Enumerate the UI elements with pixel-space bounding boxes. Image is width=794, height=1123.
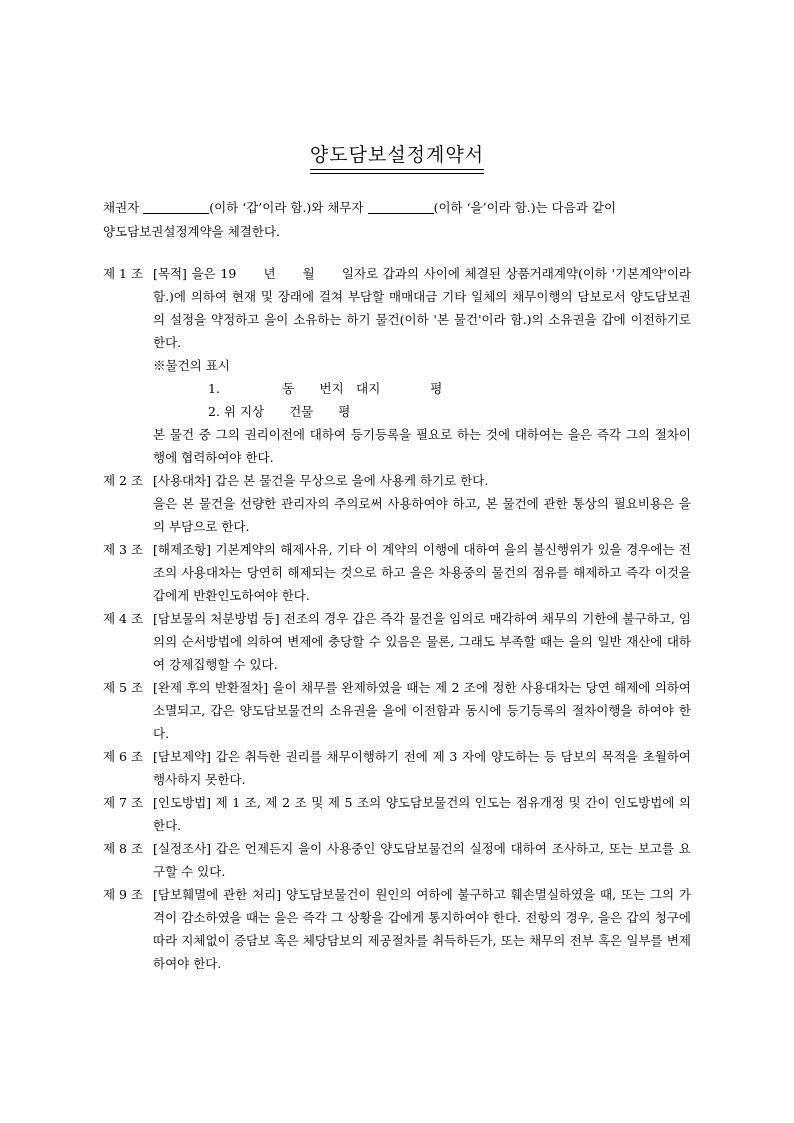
article-text: [해제조항] 기본계약의 해제사유, 기타 이 계약의 이행에 대하여 을의 불신행위가 있을 경우에는 전조의 사용대차는 당연히 해제되는 것으로 하고 을은 차용중의 물건의 점유를 해제하고 즉각 이것을 갑에게 반환인도하여야 한다. [153,542,691,603]
article-text-continued: 본 물건 중 그의 권리이전에 대하여 등기등록을 필요로 하는 것에 대하여는 을은 즉각 그의 절차이행에 협력하여야 한다. [153,427,691,465]
title-double-underline [310,173,484,174]
property-item-1: 1. 동 번지 대지 평 [208,381,443,396]
article-number: 제 1 조 [103,266,144,281]
article-text: [실정조사] 갑은 언제든지 을이 사용중인 양도담보물건의 실정에 대하여 조사하고, 또는 보고를 요구할 수 있다. [153,841,691,879]
article-number: 제 6 조 [103,749,144,764]
creditor-label: 채권자 [103,200,140,215]
property-item-2: 2. 위 지상 건물 평 [208,404,351,419]
document-title: 양도담보설정계약서 [310,140,484,170]
article-body [153,262,691,469]
article-number: 제 3 조 [103,542,144,557]
article-3 [103,538,691,607]
article-text: [담보물의 처분방법 등] 전조의 경우 갑은 즉각 물건을 임의로 매각하여 채무의 기한에 불구하고, 임의의 순서방법에 의하여 변제에 충당할 수 있음은 물론, 그래도 부족할 때는 을의 일반 재산에 대하여 강제집행할 수 있다. [153,611,691,672]
article-text-continued: 을은 본 물건을 선량한 관리자의 주의로써 사용하여야 하고, 본 물건에 관한 통상의 필요비용은 을의 부담으로 한다. [153,496,691,534]
article-8 [103,837,691,883]
title-block [0,140,794,174]
creditor-blank [143,200,209,214]
property-note-title: ※물건의 표시 [153,358,230,373]
article-text: [인도방법] 제 1 조, 제 2 조 및 제 5 조의 양도담보물건의 인도는 점유개정 및 간이 인도방법에 의한다. [153,795,691,833]
article-9 [103,883,691,975]
article-6 [103,745,691,791]
article-number: 제 2 조 [103,473,144,488]
article-text: [완제 후의 반환절차] 을이 채무를 완제하였을 때는 제 2 조에 정한 사용대차는 당연 해제에 의하여 소멸되고, 갑은 양도담보물건의 소유권을 을에 이전함과 동시에 등기등록의 절차이행을 하여야 한다. [153,680,691,741]
article-4 [103,607,691,676]
intro-line-2: 양도담보권설정계약을 체결한다. [103,224,280,239]
article-1 [103,262,691,469]
article-number: 제 9 조 [103,887,144,902]
intro-paragraph [103,196,691,244]
article-2 [103,469,691,538]
debtor-blank [368,200,434,214]
article-number: 제 8 조 [103,841,144,856]
article-text: [담보훼멸에 관한 처리] 양도담보물건이 원인의 여하에 불구하고 훼손멸실하였을 때, 또는 그의 가격이 감소하였을 때는 을은 즉각 그 상황을 갑에게 통지하여야 한다. 전항의 경우, 을은 갑의 청구에 따라 지체없이 증담보 혹은 체당담보의 제공절차를 취득하든가, 또는 채무의 전부 혹은 일부를 변제하여야 한다. [153,887,691,971]
article-text: [목적] 을은 19 년 월 일자로 갑과의 사이에 체결된 상품거래계약(이하 '기본계약'이라 함.)에 의하여 현재 및 장래에 걸쳐 부담할 매매대금 기타 일체의 채무이행의 담보로서 양도담보권의 설정을 약정하고 을이 소유하는 하기 물건(이하 '본 물건'이라 함.)의 소유권을 갑에 이전하기로 한다. [153,266,691,350]
creditor-suffix: (이하 ‘갑’이라 함.)와 채무자 [209,200,364,215]
article-text: [담보제약] 갑은 취득한 권리를 채무이행하기 전에 제 3 자에 양도하는 등 담보의 목적을 초월하여 행사하지 못한다. [153,749,691,787]
article-number: 제 7 조 [103,795,144,810]
article-body [153,469,691,538]
article-5 [103,676,691,745]
article-7 [103,791,691,837]
article-text: [사용대차] 갑은 본 물건을 무상으로 을에 사용케 하기로 한다. [153,473,489,488]
article-number: 제 5 조 [103,680,144,695]
debtor-suffix: (이하 ‘을’이라 함.)는 다음과 같이 [433,200,617,215]
articles-list [103,262,691,975]
article-number: 제 4 조 [103,611,144,626]
